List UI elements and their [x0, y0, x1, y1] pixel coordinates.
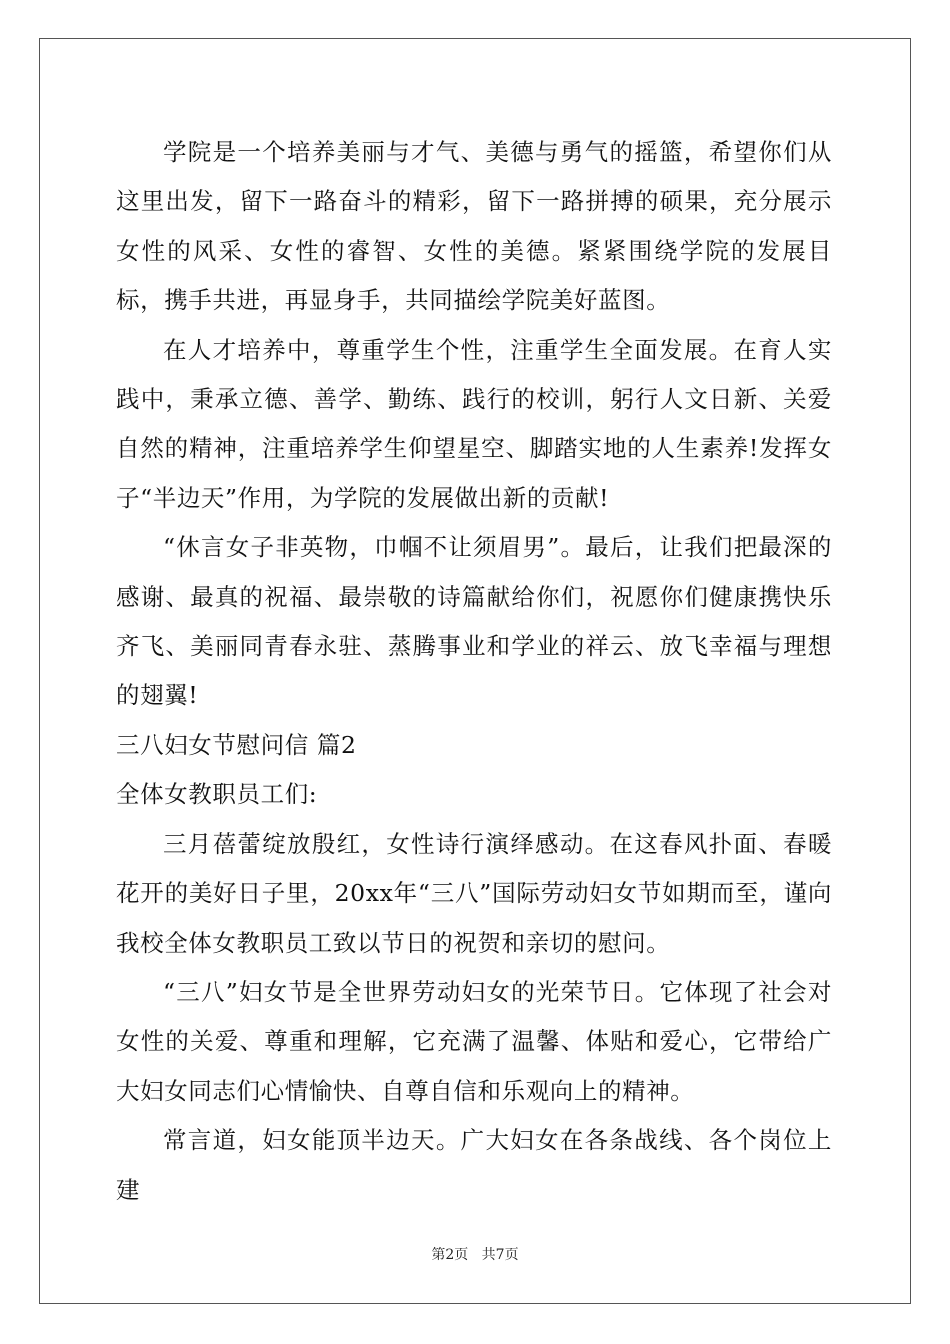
paragraph-6: 常言道，妇女能顶半边天。广大妇女在各条战线、各个岗位上建: [116, 1126, 832, 1204]
paragraph-4: 三月蓓蕾绽放殷红，女性诗行演绎感动。在这春风扑面、春暖花开的美好日子里，20xx年“三八”国际劳动妇女节如期而至，谨向我校全体女教职员工致以节日的祝贺和亲切的慰问。: [116, 829, 832, 957]
section-heading: 三八妇女节慰问信 篇2: [116, 730, 357, 759]
page-number: 第2页: [431, 1247, 469, 1263]
page-footer: [0, 1246, 950, 1264]
document-body: [116, 128, 832, 1215]
salutation: 全体女教职员工们:: [116, 780, 318, 809]
page-total: 共7页: [481, 1247, 519, 1263]
paragraph-2: 在人才培养中，尊重学生个性，注重学生全面发展。在育人实践中，秉承立德、善学、勤练、践行的校训，躬行人文日新、关爱自然的精神，注重培养学生仰望星空、脚踏实地的人生素养!发挥女子“半边天”作用，为学院的发展做出新的贡献!: [116, 335, 832, 512]
paragraph-1: 学院是一个培养美丽与才气、美德与勇气的摇篮，希望你们从这里出发，留下一路奋斗的精彩，留下一路拼搏的硕果，充分展示女性的风采、女性的睿智、女性的美德。紧紧围绕学院的发展目标，携手共进，再显身手，共同描绘学院美好蓝图。: [116, 138, 832, 315]
paragraph-3: “休言女子非英物，巾帼不让须眉男”。最后，让我们把最深的感谢、最真的祝福、最崇敬的诗篇献给你们，祝愿你们健康携快乐齐飞、美丽同青春永驻、蒸腾事业和学业的祥云、放飞幸福与理想的翅翼!: [116, 533, 832, 710]
paragraph-5: “三八”妇女节是全世界劳动妇女的光荣节日。它体现了社会对女性的关爱、尊重和理解，它充满了温馨、体贴和爱心，它带给广大妇女同志们心情愉快、自尊自信和乐观向上的精神。: [116, 977, 832, 1105]
